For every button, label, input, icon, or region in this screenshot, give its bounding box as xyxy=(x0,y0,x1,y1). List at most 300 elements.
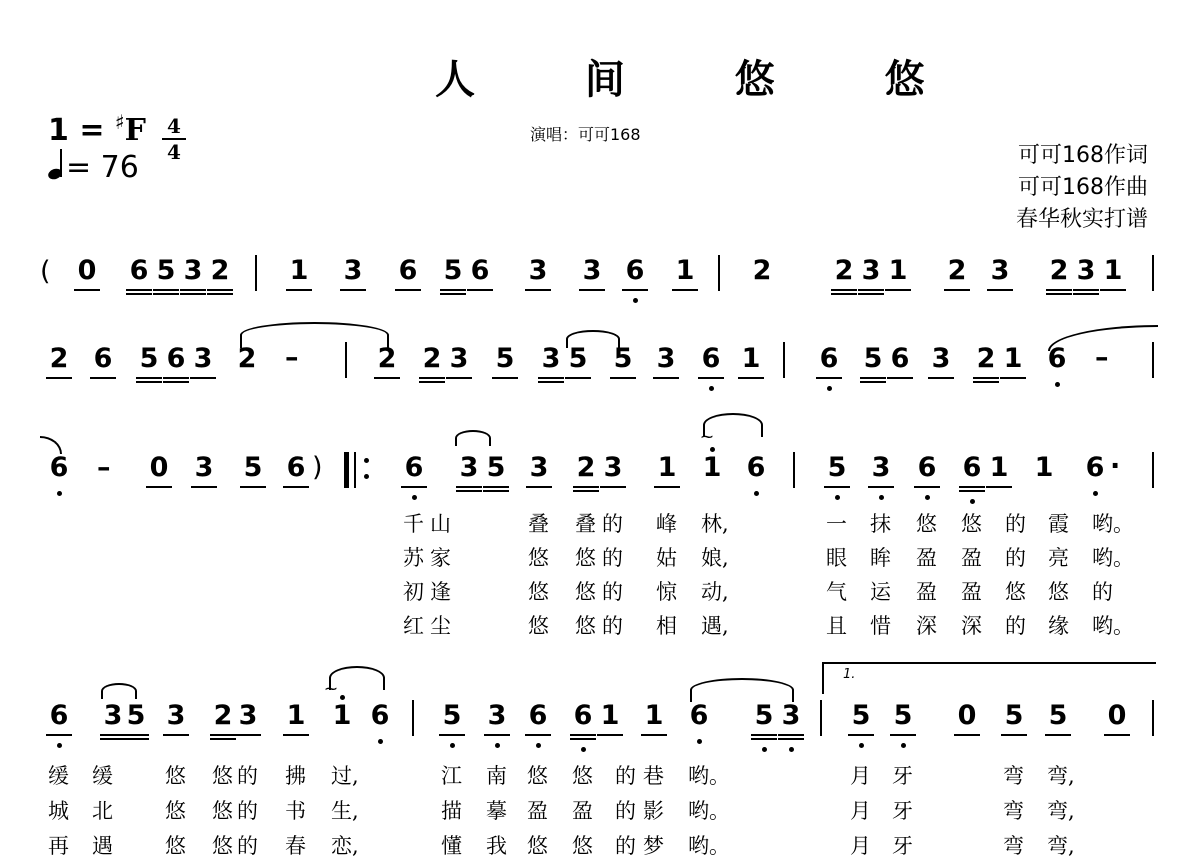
lyric-char: 逢 xyxy=(430,580,451,604)
beam-line xyxy=(858,289,884,291)
beam-line xyxy=(401,486,427,488)
lyric-char: 牙 xyxy=(892,764,913,788)
lyric-char: 娘, xyxy=(701,546,729,570)
octave-dot-below xyxy=(754,491,759,496)
lyric-char: 叠 xyxy=(528,512,549,536)
lyric-char: 悠 xyxy=(916,512,937,536)
lyric-char: 悠 xyxy=(575,546,596,570)
lyric-char: 尘 xyxy=(430,614,451,638)
note: 5 xyxy=(613,343,633,374)
lyric-char: 悠 xyxy=(961,512,982,536)
lyric-char: 盈 xyxy=(961,546,982,570)
note: 6 xyxy=(398,255,418,286)
beam-line xyxy=(126,289,152,291)
beam-line xyxy=(959,486,985,488)
beam-line xyxy=(526,486,552,488)
octave-dot-below xyxy=(1055,382,1060,387)
lyric-char: 恋, xyxy=(331,834,359,858)
lyric-char: 一 xyxy=(826,512,847,536)
lyric-char: 悠 xyxy=(1005,580,1026,604)
lyric-char: 哟。 xyxy=(1092,546,1134,570)
time-signature-top: 4 xyxy=(167,114,181,138)
note: 5 xyxy=(243,452,263,483)
note: 1 xyxy=(675,255,695,286)
octave-dot-below xyxy=(697,739,702,744)
lyric-char: 描 xyxy=(441,799,462,823)
lyric-char: 月 xyxy=(850,834,871,858)
lyric-char: 悠 xyxy=(572,764,593,788)
lyric-char: 书 xyxy=(285,799,306,823)
beam-line xyxy=(283,734,309,736)
lyric-char: 的 xyxy=(615,764,636,788)
beam-line xyxy=(868,486,894,488)
key-label: 1 = xyxy=(48,113,115,148)
beam-line xyxy=(848,734,874,736)
beam-line xyxy=(538,381,564,383)
note: 1 xyxy=(657,452,677,483)
octave-dot-below xyxy=(1093,491,1098,496)
beam-line xyxy=(74,289,100,291)
lyric-char: 哟。 xyxy=(688,764,730,788)
lyric-char: 峰 xyxy=(656,512,677,536)
beam-line xyxy=(240,486,266,488)
beam-line xyxy=(525,734,551,736)
beam-line xyxy=(136,381,162,383)
note: 3 xyxy=(1076,255,1096,286)
octave-dot-below xyxy=(495,743,500,748)
note: 6 xyxy=(404,452,424,483)
lyric-char: 盈 xyxy=(916,546,937,570)
note: 1 xyxy=(286,700,306,731)
octave-dot-below xyxy=(57,491,62,496)
beam-line xyxy=(419,377,445,379)
note: 6 xyxy=(890,343,910,374)
note: 1 xyxy=(644,700,664,731)
lyric-char: 叠 xyxy=(575,512,596,536)
barline xyxy=(412,700,414,736)
lyric-char: 的 xyxy=(602,546,623,570)
beam-line xyxy=(751,738,777,740)
note: 2 xyxy=(422,343,442,374)
beam-line xyxy=(419,381,445,383)
sustain-dash: – xyxy=(97,452,111,483)
octave-dot-below xyxy=(450,743,455,748)
note: 1 xyxy=(702,452,722,483)
beam-line xyxy=(1000,377,1026,379)
lyric-char: 的 xyxy=(1005,546,1026,570)
barline xyxy=(1152,452,1154,488)
octave-dot-below xyxy=(633,298,638,303)
beam-line xyxy=(987,289,1013,291)
note: 2 xyxy=(976,343,996,374)
lyric-char: 的 xyxy=(237,764,258,788)
note: 3 xyxy=(459,452,479,483)
octave-dot-below xyxy=(581,747,586,752)
beam-line xyxy=(778,734,804,736)
beam-line xyxy=(1001,734,1027,736)
beam-line xyxy=(654,486,680,488)
beam-line xyxy=(622,289,648,291)
beam-line xyxy=(573,486,599,488)
beam-line xyxy=(483,486,509,488)
beam-line xyxy=(492,377,518,379)
beam-line xyxy=(816,377,842,379)
note: 5 xyxy=(568,343,588,374)
lyric-char: 悠 xyxy=(1048,580,1069,604)
beam-line xyxy=(146,486,172,488)
note: 3 xyxy=(194,452,214,483)
note: 0 xyxy=(1107,700,1127,731)
note: 6 xyxy=(470,255,490,286)
note: 6 xyxy=(819,343,839,374)
octave-dot-below xyxy=(879,495,884,500)
note: 3 xyxy=(166,700,186,731)
beam-line xyxy=(191,486,217,488)
note: 3 xyxy=(103,700,123,731)
lyric-char: 缘 xyxy=(1048,614,1069,638)
beam-line xyxy=(653,377,679,379)
lyric-char: 拂 xyxy=(285,764,306,788)
augmentation-dot: · xyxy=(1110,451,1121,482)
barline xyxy=(255,255,257,291)
lyric-char: 眸 xyxy=(870,546,891,570)
lyric-char: 盈 xyxy=(527,799,548,823)
lyric-char: 悠 xyxy=(575,580,596,604)
beam-line xyxy=(1073,289,1099,291)
note: 5 xyxy=(156,255,176,286)
lyric-char: 盈 xyxy=(572,799,593,823)
lyric-char: 眼 xyxy=(826,546,847,570)
note: 2 xyxy=(210,255,230,286)
beam-line xyxy=(446,377,472,379)
beam-line xyxy=(959,490,985,492)
note: 5 xyxy=(1048,700,1068,731)
transcriber-credit: 春华秋实打谱 xyxy=(1015,207,1148,232)
beam-line xyxy=(860,377,886,379)
lyric-char: 动, xyxy=(701,580,729,604)
lyric-char: 抹 xyxy=(870,512,891,536)
beam-line xyxy=(163,377,189,379)
lyric-char: 的 xyxy=(615,799,636,823)
lyric-char: 气 xyxy=(826,580,847,604)
lyric-char: 深 xyxy=(961,614,982,638)
note: 2 xyxy=(213,700,233,731)
beam-line xyxy=(440,289,466,291)
lyric-char: 的 xyxy=(615,834,636,858)
repeat-start-thin-bar xyxy=(354,452,356,488)
note: 3 xyxy=(931,343,951,374)
close-parenthesis: ) xyxy=(312,452,323,483)
beam-line xyxy=(136,377,162,379)
beam-line xyxy=(123,738,149,740)
lyric-char: 月 xyxy=(850,764,871,788)
beam-line xyxy=(570,734,596,736)
lyric-char: 梦 xyxy=(643,834,664,858)
beam-line xyxy=(286,289,312,291)
beam-line xyxy=(570,738,596,740)
lyric-char: 红 xyxy=(403,614,424,638)
note: 6 xyxy=(93,343,113,374)
beam-line xyxy=(180,293,206,295)
beam-line xyxy=(163,381,189,383)
beam-line xyxy=(1046,289,1072,291)
note: 2 xyxy=(834,255,854,286)
repeat-dot xyxy=(364,458,369,463)
beam-line xyxy=(944,289,970,291)
beam-line xyxy=(565,377,591,379)
beam-line xyxy=(641,734,667,736)
note: 5 xyxy=(442,700,462,731)
note: 2 xyxy=(1049,255,1069,286)
volta-label: 1. xyxy=(843,667,856,682)
beam-line xyxy=(207,289,233,291)
beam-line xyxy=(986,486,1012,488)
octave-dot-below xyxy=(835,495,840,500)
beam-line xyxy=(395,289,421,291)
note: 3 xyxy=(238,700,258,731)
lyric-char: 缓 xyxy=(92,764,113,788)
lyric-char: 霞 xyxy=(1048,512,1069,536)
lyric-char: 懂 xyxy=(441,834,462,858)
note: 6 xyxy=(528,700,548,731)
octave-dot-above xyxy=(710,447,715,452)
beam-line xyxy=(778,738,804,740)
lyric-char: 牙 xyxy=(892,834,913,858)
lyric-char: 的 xyxy=(1005,512,1026,536)
song-title: 人 间 悠 悠 xyxy=(435,56,973,103)
lyric-char: 悠 xyxy=(212,799,233,823)
octave-dot-below xyxy=(970,499,975,504)
tempo-marking xyxy=(48,150,139,185)
barline xyxy=(1152,255,1154,291)
note: 1 xyxy=(989,452,1009,483)
note: 2 xyxy=(49,343,69,374)
key-note: F xyxy=(124,113,146,148)
lyric-char: 弯, xyxy=(1047,799,1075,823)
beam-line xyxy=(672,289,698,291)
note: 5 xyxy=(126,700,146,731)
note: 6 xyxy=(625,255,645,286)
beam-line xyxy=(1104,734,1130,736)
note: 2 xyxy=(752,255,772,286)
beam-line xyxy=(831,289,857,291)
beam-line xyxy=(283,486,309,488)
note: 1 xyxy=(741,343,761,374)
lyric-char: 的 xyxy=(1005,614,1026,638)
lyric-char: 江 xyxy=(441,764,462,788)
note: 0 xyxy=(149,452,169,483)
beam-line xyxy=(163,734,189,736)
lyric-char: 南 xyxy=(486,764,507,788)
note: 3 xyxy=(781,700,801,731)
lyric-char: 哟。 xyxy=(1092,512,1134,536)
octave-dot-below xyxy=(789,747,794,752)
lyric-char: 悠 xyxy=(528,614,549,638)
sustain-dash: – xyxy=(285,342,299,373)
lyric-char: 弯, xyxy=(1047,764,1075,788)
note: 6 xyxy=(49,700,69,731)
barline xyxy=(718,255,720,291)
beam-line xyxy=(824,486,850,488)
mordent-icon: ⁓ xyxy=(325,682,337,696)
lyric-char: 相 xyxy=(656,614,677,638)
lyric-char: 悠 xyxy=(528,580,549,604)
lyric-char: 的 xyxy=(237,834,258,858)
beam-line xyxy=(1100,289,1126,291)
beam-line xyxy=(90,377,116,379)
lyric-char: 惜 xyxy=(870,614,891,638)
note: 3 xyxy=(449,343,469,374)
lyric-char: 且 xyxy=(826,614,847,638)
note: 0 xyxy=(77,255,97,286)
octave-dot-below xyxy=(901,743,906,748)
lyric-char: 哟。 xyxy=(1092,614,1134,638)
beam-line xyxy=(858,293,884,295)
beam-line xyxy=(374,377,400,379)
beam-line xyxy=(467,289,493,291)
lyric-char: 悠 xyxy=(527,834,548,858)
lyric-char: 春 xyxy=(285,834,306,858)
beam-line xyxy=(597,734,623,736)
note: 3 xyxy=(529,452,549,483)
note: 1 xyxy=(1103,255,1123,286)
composer-credit: 可可168作曲 xyxy=(1018,175,1148,200)
beam-line xyxy=(235,734,261,736)
beam-line xyxy=(126,293,152,295)
beam-line xyxy=(579,289,605,291)
lyric-char: 初 xyxy=(403,580,424,604)
lyric-char: 山 xyxy=(430,512,451,536)
note: 0 xyxy=(957,700,977,731)
note: 3 xyxy=(528,255,548,286)
beam-line xyxy=(573,490,599,492)
lyric-char: 生, xyxy=(331,799,359,823)
slur xyxy=(101,683,137,699)
beam-line xyxy=(954,734,980,736)
beam-line xyxy=(914,486,940,488)
note: 1 xyxy=(1034,452,1054,483)
note: 1 xyxy=(289,255,309,286)
lyric-char: 姑 xyxy=(656,546,677,570)
quarter-note-icon xyxy=(48,151,66,181)
note: 2 xyxy=(947,255,967,286)
lyric-char: 盈 xyxy=(916,580,937,604)
note: 6 xyxy=(370,700,390,731)
beam-line xyxy=(210,734,236,736)
lyric-char: 遇, xyxy=(701,614,729,638)
beam-line xyxy=(610,377,636,379)
note: 3 xyxy=(343,255,363,286)
note: 5 xyxy=(827,452,847,483)
lyric-char: 再 xyxy=(48,834,69,858)
beam-line xyxy=(484,734,510,736)
beam-line xyxy=(340,289,366,291)
open-parenthesis: ( xyxy=(40,256,51,287)
lyric-char: 悠 xyxy=(212,764,233,788)
beam-line xyxy=(973,381,999,383)
octave-dot-below xyxy=(57,743,62,748)
beam-line xyxy=(860,381,886,383)
barline xyxy=(793,452,795,488)
lyric-char: 摹 xyxy=(486,799,507,823)
note: 5 xyxy=(893,700,913,731)
beam-line xyxy=(456,490,482,492)
slur xyxy=(690,678,794,702)
octave-dot-below xyxy=(762,747,767,752)
lyric-char: 缓 xyxy=(48,764,69,788)
beam-line xyxy=(46,734,72,736)
lyric-char: 月 xyxy=(850,799,871,823)
lyric-char: 影 xyxy=(643,799,664,823)
beam-line xyxy=(928,377,954,379)
note: 5 xyxy=(851,700,871,731)
note: 2 xyxy=(237,343,257,374)
beam-line xyxy=(538,377,564,379)
note: 6 xyxy=(49,452,69,483)
note: 3 xyxy=(656,343,676,374)
lyric-char: 悠 xyxy=(575,614,596,638)
beam-line xyxy=(153,293,179,295)
note: 5 xyxy=(139,343,159,374)
lyric-char: 哟。 xyxy=(688,799,730,823)
note: 3 xyxy=(183,255,203,286)
beam-line xyxy=(207,293,233,295)
lyric-char: 悠 xyxy=(165,834,186,858)
beam-line xyxy=(456,486,482,488)
sharp-icon: ♯ xyxy=(114,110,125,134)
beam-line xyxy=(887,377,913,379)
beam-line xyxy=(439,734,465,736)
note: 5 xyxy=(495,343,515,374)
note: 1 xyxy=(888,255,908,286)
note: 6 xyxy=(746,452,766,483)
lyric-char: 的 xyxy=(237,799,258,823)
lyric-char: 盈 xyxy=(961,580,982,604)
lyric-char: 巷 xyxy=(643,764,664,788)
slur xyxy=(566,330,620,348)
beam-line xyxy=(698,377,724,379)
note: 3 xyxy=(871,452,891,483)
beam-line xyxy=(180,289,206,291)
lyric-char: 悠 xyxy=(165,764,186,788)
repeat-dot xyxy=(364,474,369,479)
note: 1 xyxy=(332,700,352,731)
note: 6 xyxy=(917,452,937,483)
note: 5 xyxy=(443,255,463,286)
sustain-dash: – xyxy=(1095,342,1109,373)
note: 1 xyxy=(1003,343,1023,374)
note: 2 xyxy=(377,343,397,374)
lyric-char: 过, xyxy=(331,764,359,788)
barline xyxy=(1152,700,1154,736)
beam-line xyxy=(973,377,999,379)
beam-line xyxy=(46,377,72,379)
note: 6 xyxy=(1085,452,1105,483)
octave-dot-below xyxy=(536,743,541,748)
octave-dot-below xyxy=(859,743,864,748)
lyric-char: 的 xyxy=(602,512,623,536)
slur xyxy=(329,666,385,690)
octave-dot-below xyxy=(709,386,714,391)
beam-line xyxy=(751,734,777,736)
note: 3 xyxy=(541,343,561,374)
note: 2 xyxy=(576,452,596,483)
beam-line xyxy=(885,289,911,291)
note: 3 xyxy=(861,255,881,286)
lyric-char: 的 xyxy=(602,580,623,604)
beam-line xyxy=(1073,293,1099,295)
lyric-char: 北 xyxy=(92,799,113,823)
